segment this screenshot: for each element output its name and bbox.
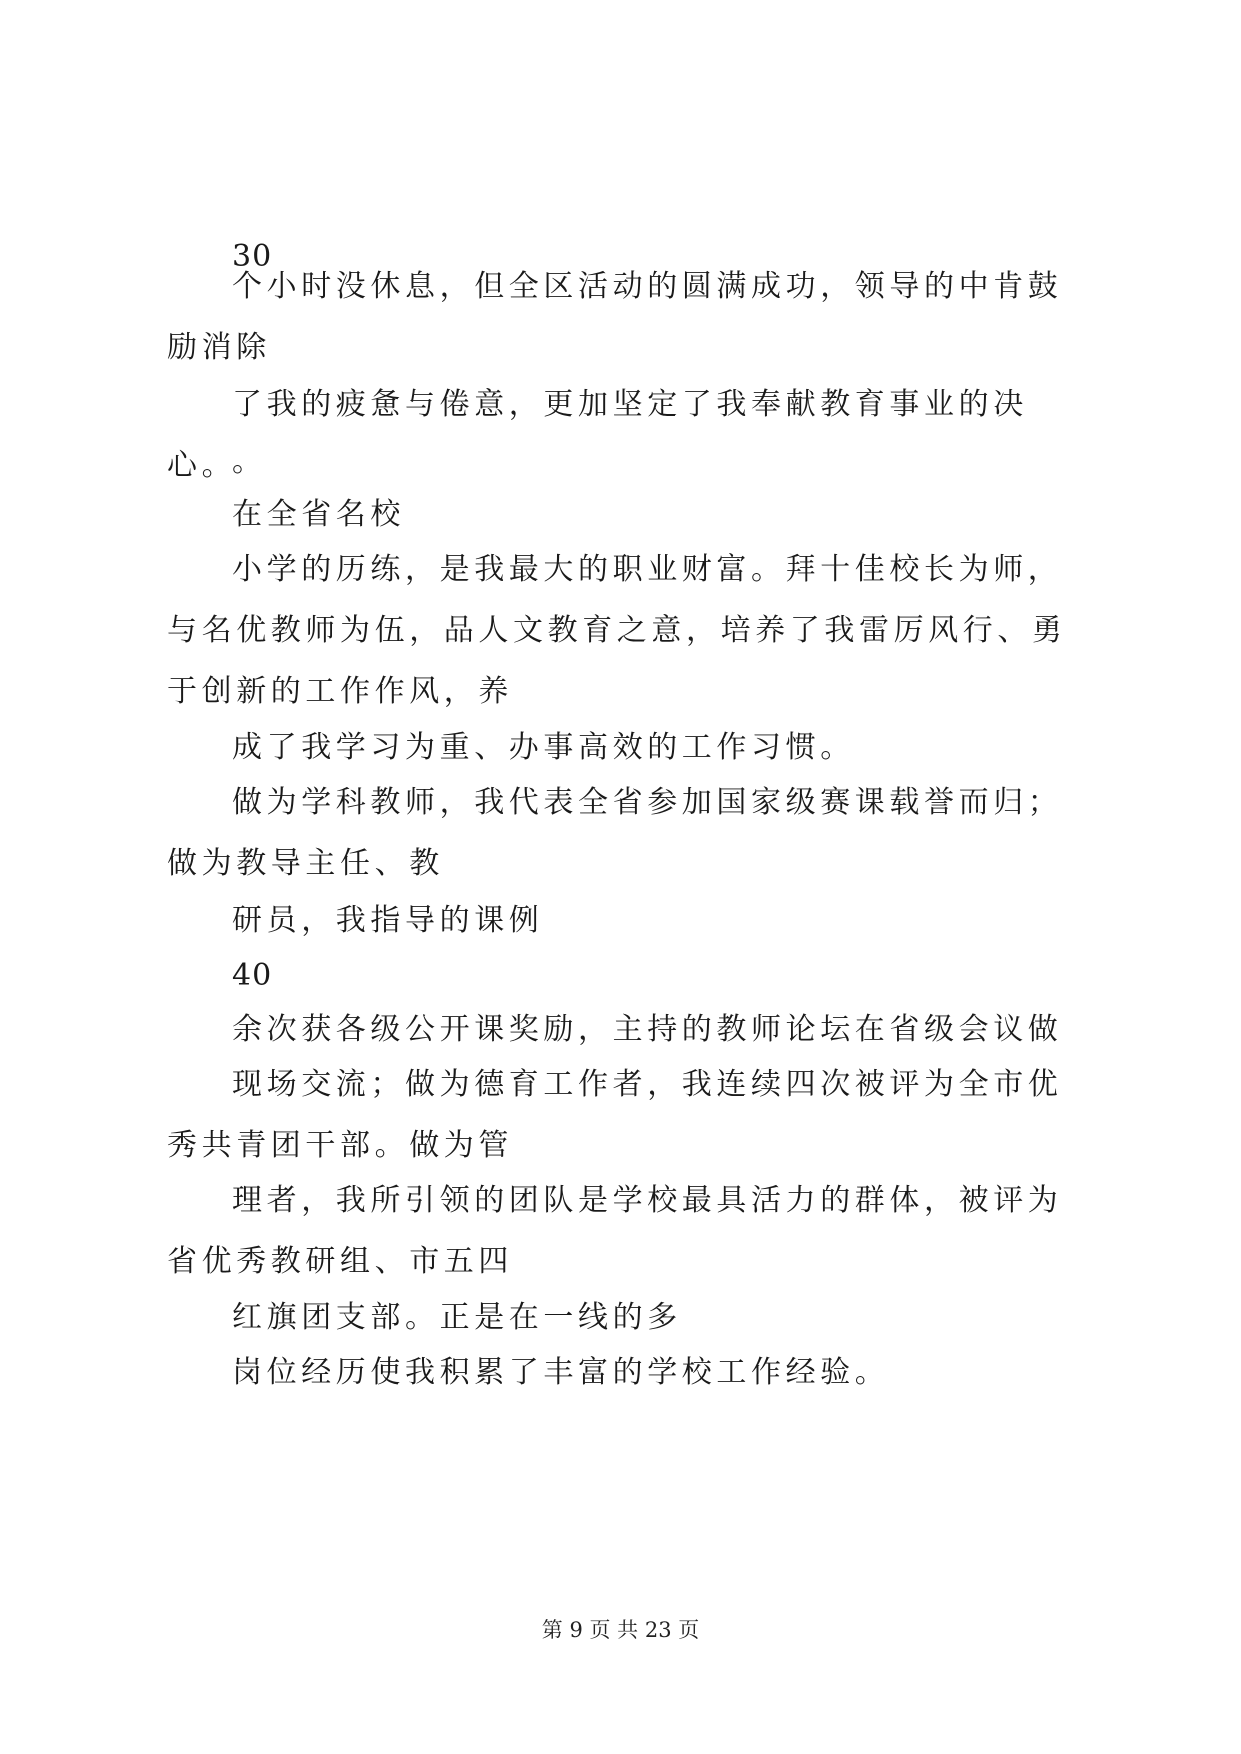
paragraph-15: 岗位经历使我积累了丰富的学校工作经验。 xyxy=(232,1355,890,1390)
paragraph-3: 了我的疲惫与倦意，更加坚定了我奉献教育事业的决心。 xyxy=(167,387,1028,483)
paragraph-10: 40 xyxy=(232,958,273,993)
paragraph-4: 。 xyxy=(232,444,267,479)
page-number-footer: 第 9 页 共 23 页 xyxy=(541,1618,700,1642)
paragraph-12: 现场交流；做为德育工作者，我连续四次被评为全市优秀共青团干部。做为管 xyxy=(167,1067,1063,1163)
paragraph-7: 成了我学习为重、办事高效的工作习惯。 xyxy=(232,730,855,765)
paragraph-14: 红旗团支部。正是在一线的多 xyxy=(232,1300,682,1335)
paragraph-1: 30 xyxy=(232,239,273,274)
paragraph-5: 在全省名校 xyxy=(232,497,405,532)
paragraph-6: 小学的历练，是我最大的职业财富。拜十佳校长为师，与名优教师为伍，品人文教育之意，培养了我雷厉风行、勇于创新的工作作风，养 xyxy=(167,552,1067,709)
paragraph-8: 做为学科教师，我代表全省参加国家级赛课载誉而归；做为教导主任、教 xyxy=(167,785,1063,881)
paragraph-13: 理者，我所引领的团队是学校最具活力的群体，被评为省优秀教研组、市五四 xyxy=(167,1183,1063,1279)
paragraph-2: 个小时没休息，但全区活动的圆满成功，领导的中肯鼓励消除 xyxy=(167,269,1063,365)
paragraph-9: 研员，我指导的课例 xyxy=(232,903,544,938)
paragraph-11: 余次获各级公开课奖励，主持的教师论坛在省级会议做 xyxy=(232,1012,1063,1047)
